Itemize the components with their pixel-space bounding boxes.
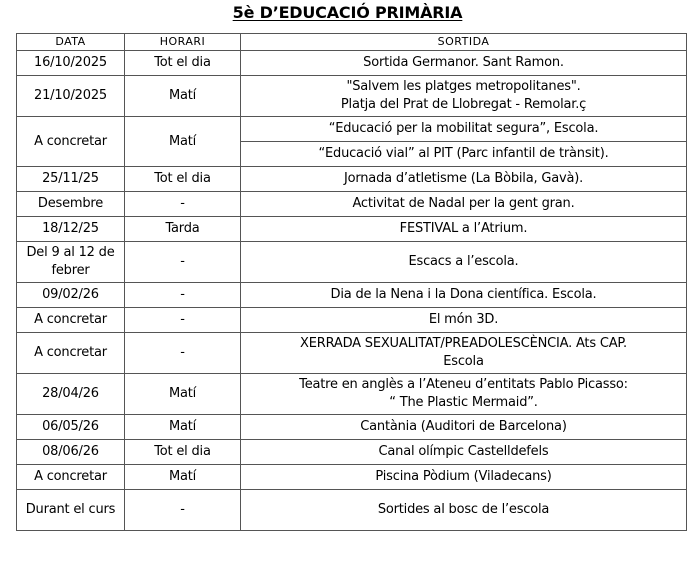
table-row [17,217,687,242]
outing-line: Sortides al bosc de l’escola [377,502,550,517]
cell-outing [241,440,687,465]
cell-time: - [125,333,241,374]
outing-line: XERRADA SEXUALITAT/PREADOLESCÈNCIA. Ats CAP. [300,336,627,351]
cell-outing [241,465,687,490]
outing-line: Platja del Prat de Llobregat - Remolar.ç [340,97,587,112]
cell-time: - [125,283,241,308]
cell-date: 25/11/25 [17,167,125,192]
table-row [17,374,687,415]
column-header-outing: SORTIDA [241,34,687,51]
cell-time: Matí [125,374,241,415]
cell-outing [241,374,687,415]
cell-date: 08/06/26 [17,440,125,465]
table-row [17,465,687,490]
cell-date: A concretar [17,308,125,333]
outing-line: "Salvem les platges metropolitanes". [346,79,581,94]
cell-outing [241,76,687,117]
outing-line: Activitat de Nadal per la gent gran. [352,196,575,211]
cell-outing [241,490,687,531]
cell-time: Tot el dia [125,51,241,76]
cell-outing [241,51,687,76]
cell-outing [241,192,687,217]
cell-time: Tot el dia [125,440,241,465]
cell-date: A concretar [17,333,125,374]
table-row [17,333,687,374]
outing-line: El món 3D. [428,312,499,327]
outing-line: Jornada d’atletisme (La Bòbila, Gavà). [343,171,584,186]
cell-date: 06/05/26 [17,415,125,440]
cell-time: - [125,308,241,333]
cell-outing [241,167,687,192]
cell-time: - [125,242,241,283]
outings-table [16,33,687,531]
cell-time: Matí [125,465,241,490]
column-header-time: HORARI [125,34,241,51]
outing-line: “ The Plastic Mermaid”. [389,395,538,410]
table-row [17,415,687,440]
cell-outing [241,117,687,142]
cell-time: - [125,490,241,531]
outing-line: Cantània (Auditori de Barcelona) [360,419,567,434]
column-header-date: DATA [17,34,125,51]
table-row [17,76,687,117]
outing-line: Sortida Germanor. Sant Ramon. [363,55,564,70]
cell-time: Tot el dia [125,167,241,192]
cell-outing [241,333,687,374]
outing-line: Piscina Pòdium (Viladecans) [375,469,552,484]
outing-line: FESTIVAL a l’Atrium. [399,221,528,236]
table-row [17,490,687,531]
page-title: 5è D’EDUCACIÓ PRIMÀRIA [232,3,463,22]
table-row [17,308,687,333]
cell-date: Del 9 al 12 de febrer [17,242,125,283]
cell-date: A concretar [17,465,125,490]
cell-date: 28/04/26 [17,374,125,415]
outing-line: “Educació per la mobilitat segura”, Escola. [328,121,599,136]
cell-date: Desembre [17,192,125,217]
table-row [17,117,687,142]
outing-line: Escacs a l’escola. [408,254,519,269]
cell-time: Matí [125,415,241,440]
cell-outing [241,217,687,242]
table-row [17,167,687,192]
cell-outing [241,415,687,440]
cell-time: Matí [125,117,241,167]
cell-date: 18/12/25 [17,217,125,242]
outing-line: Escola [443,354,484,369]
cell-date: 16/10/2025 [17,51,125,76]
cell-time: - [125,192,241,217]
cell-date: A concretar [17,117,125,167]
table-row [17,440,687,465]
cell-outing [241,308,687,333]
outing-line: Dia de la Nena i la Dona científica. Escola. [330,287,597,302]
cell-outing [241,283,687,308]
table-row [17,283,687,308]
cell-date: 21/10/2025 [17,76,125,117]
table-row [17,192,687,217]
cell-outing [241,242,687,283]
cell-outing [241,142,687,167]
table-row [17,51,687,76]
outing-line: Canal olímpic Castelldefels [378,444,549,459]
cell-date: Durant el curs [17,490,125,531]
cell-time: Tarda [125,217,241,242]
outing-line: “Educació vial” al PIT (Parc infantil de trànsit). [318,146,609,161]
cell-time: Matí [125,76,241,117]
cell-date: 09/02/26 [17,283,125,308]
table-row [17,242,687,283]
outing-line: Teatre en anglès a l’Ateneu d’entitats Pablo Picasso: [299,377,628,392]
table-header-row [17,34,687,51]
